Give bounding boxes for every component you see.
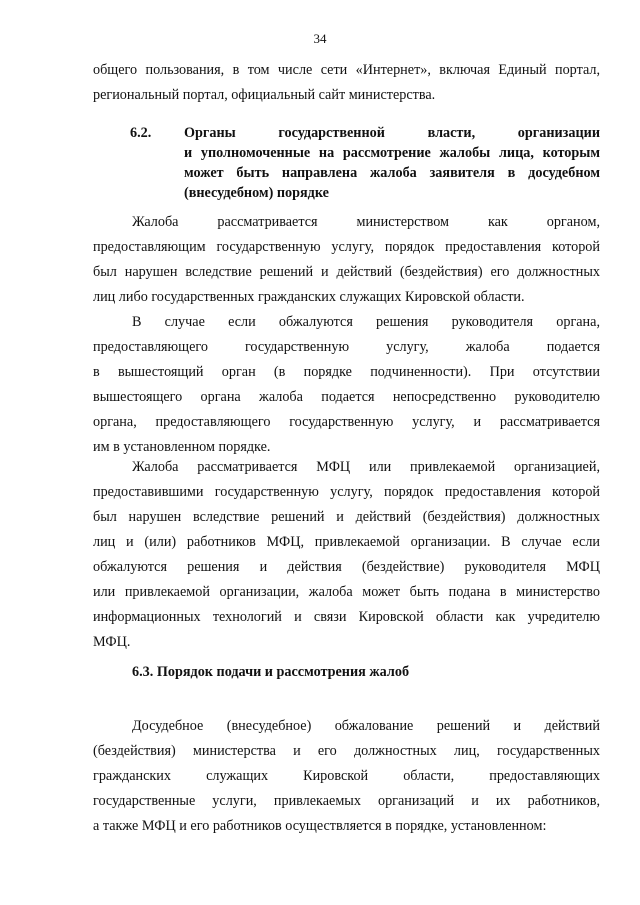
heading-line: и уполномоченные на рассмотрение жалобы лица, которым <box>184 145 600 161</box>
text-line: лиц либо государственных гражданских служащих Кировской области. <box>93 289 525 305</box>
text-line: МФЦ. <box>93 634 131 650</box>
text-line: был нарушен вследствие решений и действий (бездействия) его должностных <box>93 264 600 280</box>
text-line: предоставляющего государственную услугу, жалоба подается <box>93 339 600 355</box>
text-line: а также МФЦ и его работников осуществляется в порядке, установленном: <box>93 818 547 834</box>
text-line: гражданских служащих Кировской области, предоставляющих <box>93 768 600 784</box>
text-line: общего пользования, в том числе сети «Интернет», включая Единый портал, <box>93 62 600 78</box>
text-line: региональный портал, официальный сайт министерства. <box>93 87 436 103</box>
text-line: Досудебное (внесудебное) обжалование решений и действий <box>132 718 600 734</box>
section-title <box>184 123 600 203</box>
paragraph-complaint-ministry <box>93 210 600 310</box>
section-heading-6-3: 6.3. Порядок подачи и рассмотрения жалоб <box>132 664 410 680</box>
text-line: в вышестоящий орган (в порядке подчиненности). При отсутствии <box>93 364 600 380</box>
text-line: лиц и (или) работников МФЦ, привлекаемой организации. В случае если <box>93 534 600 550</box>
paragraph-pretrial-appeal <box>93 714 600 839</box>
section-number: 6.2. <box>130 125 152 141</box>
text-line: предоставившими государственную услугу, порядок предоставления которой <box>93 484 600 500</box>
text-line: вышестоящего органа жалоба подается непосредственно руководителю <box>93 389 600 405</box>
text-line: им в установленном порядке. <box>93 439 271 455</box>
text-line: Жалоба рассматривается министерством как органом, <box>132 214 600 230</box>
heading-line: Органы государственной власти, организации <box>184 125 600 141</box>
heading-line: (внесудебном) порядке <box>184 185 329 201</box>
page-number: 34 <box>313 31 327 46</box>
paragraph-mfc-complaint <box>93 455 600 655</box>
paragraph-head-appeal <box>93 310 600 460</box>
text-line: информационных технологий и связи Кировской области как учредителю <box>93 609 600 625</box>
intro-paragraph <box>93 58 600 108</box>
text-line: Жалоба рассматривается МФЦ или привлекаемой организацией, <box>132 459 600 475</box>
text-line: был нарушен вследствие решений и действий (бездействия) должностных <box>93 509 600 525</box>
text-line: (бездействия) министерства и его должностных лиц, государственных <box>93 743 600 759</box>
text-line: обжалуются решения и действия (бездействие) руководителя МФЦ <box>93 559 600 575</box>
heading-line: может быть направлена жалоба заявителя в досудебном <box>184 165 600 181</box>
text-line: органа, предоставляющего государственную услугу, и рассматривается <box>93 414 600 430</box>
text-line: В случае если обжалуются решения руководителя органа, <box>132 314 600 330</box>
text-line: государственные услуги, привлекаемых организаций и их работников, <box>93 793 600 809</box>
text-line: или привлекаемой организации, жалоба может быть подана в министерство <box>93 584 600 600</box>
text-line: предоставляющим государственную услугу, порядок предоставления которой <box>93 239 600 255</box>
